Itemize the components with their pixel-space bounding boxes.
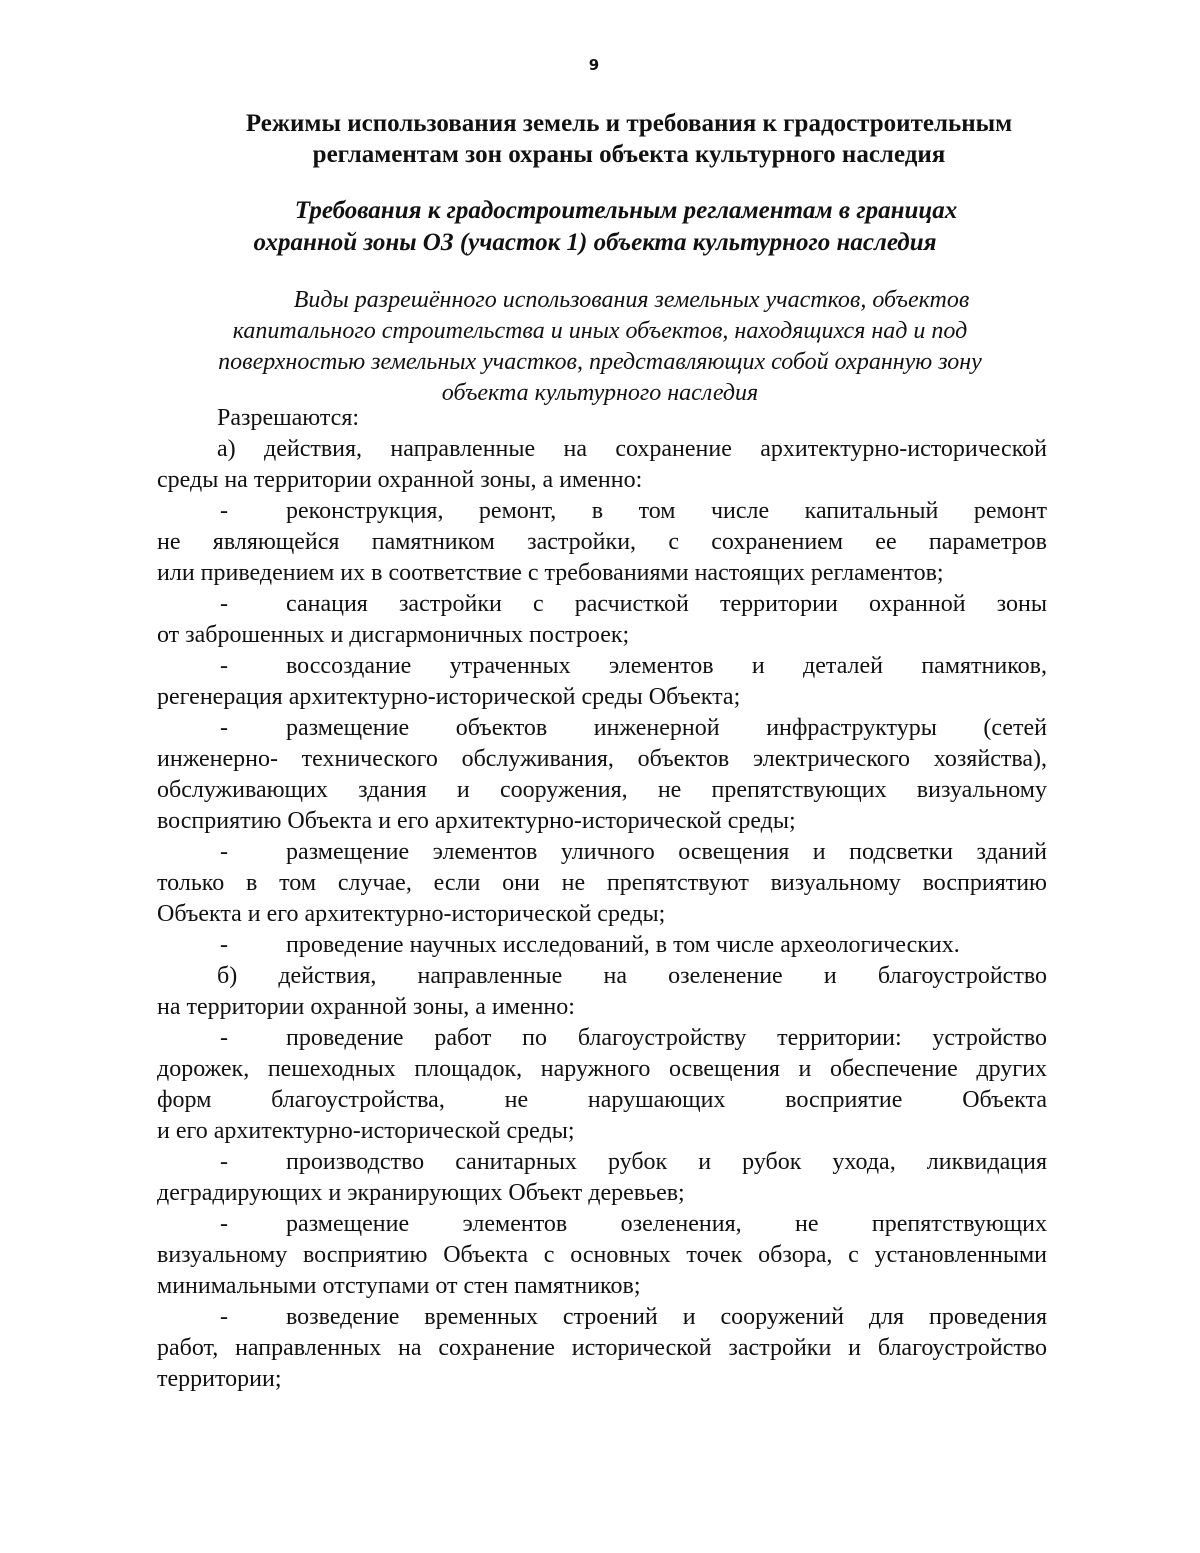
usage-types-heading-line-2: капитального строительства и иных объектов, находящихся над и под (232, 318, 968, 344)
usage-types-heading-line-1: Виды разрешённого использования земельных участков, объектов (293, 287, 970, 313)
document-body (157, 403, 1047, 1395)
list-item-first-line (157, 589, 1047, 620)
subsection-title-line-2: охранной зоны ОЗ (участок 1) объекта культурного наследия (253, 229, 937, 256)
list-item-text: размещение элементов уличного освещения и подсветки зданий (286, 839, 1047, 865)
list-dash-marker: - (220, 653, 228, 679)
list-item-continuation: минимальными отступами от стен памятников; (157, 1273, 641, 1299)
allowed-label: Разрешаются: (217, 405, 360, 431)
list-item (157, 1147, 1047, 1209)
section-title-line-2: регламентам зон охраны объекта культурного наследия (312, 141, 946, 168)
list-dash-marker: - (220, 1304, 228, 1330)
list-item (157, 930, 1047, 961)
list-item (157, 713, 1047, 837)
list-dash-marker: - (220, 1025, 228, 1051)
list-dash-marker: - (220, 715, 228, 741)
list-item-text: размещение элементов озеленения, не препятствующих (286, 1211, 1047, 1237)
list-item-continuation: обслуживающих здания и сооружения, не препятствующих визуальному (157, 777, 1047, 803)
list-item-continuation: форм благоустройства, не нарушающих восприятие Объекта (157, 1087, 1047, 1113)
usage-types-heading (0, 285, 1200, 409)
list-item-first-line (157, 496, 1047, 527)
list-dash-marker: - (220, 839, 228, 865)
section-a-line-2: среды на территории охранной зоны, а именно: (157, 467, 643, 493)
list-item-text: воссоздание утраченных элементов и деталей памятников, (286, 653, 1047, 679)
list-item-continuation: не являющейся памятником застройки, с сохранением ее параметров (157, 529, 1047, 555)
usage-types-heading-line-3: поверхностью земельных участков, представляющих собой охранную зону (218, 349, 982, 375)
list-item-continuation: или приведением их в соответствие с требованиями настоящих регламентов; (157, 560, 944, 586)
section-b (157, 961, 1047, 1395)
list-item-text: размещение объектов инженерной инфраструктуры (сетей (286, 715, 1047, 741)
list-item-continuation: инженерно- технического обслуживания, объектов электрического хозяйства), (157, 746, 1047, 772)
list-item-text: санация застройки с расчисткой территории охранной зоны (286, 591, 1047, 617)
list-item-first-line (157, 1147, 1047, 1178)
section-b-items (157, 1023, 1047, 1395)
list-item-continuation: дорожек, пешеходных площадок, наружного освещения и обеспечение других (157, 1056, 1047, 1082)
list-item-first-line (157, 1023, 1047, 1054)
list-item (157, 589, 1047, 651)
list-item-text: проведение работ по благоустройству территории: устройство (286, 1025, 1047, 1051)
list-dash-marker: - (220, 591, 228, 617)
section-b-line-1: б) действия, направленные на озеленение и благоустройство (217, 963, 1047, 989)
section-a (157, 434, 1047, 961)
list-item-continuation: только в том случае, если они не препятствуют визуальному восприятию (157, 870, 1047, 896)
section-title (0, 108, 1200, 170)
list-dash-marker: - (220, 498, 228, 524)
list-dash-marker: - (220, 1211, 228, 1237)
list-item-continuation: восприятию Объекта и его архитектурно-исторической среды; (157, 808, 796, 834)
list-item-continuation: и его архитектурно-исторической среды; (157, 1118, 575, 1144)
list-item-first-line (157, 1302, 1047, 1333)
section-a-line-1: а) действия, направленные на сохранение архитектурно-исторической (217, 436, 1047, 462)
list-item (157, 1023, 1047, 1147)
usage-types-heading-line-4: объекта культурного наследия (441, 380, 759, 406)
section-a-items (157, 496, 1047, 961)
list-item-first-line (157, 713, 1047, 744)
list-item-text: реконструкция, ремонт, в том числе капитальный ремонт (286, 498, 1047, 524)
list-item (157, 1302, 1047, 1395)
list-item-continuation: визуальному восприятию Объекта с основных точек обзора, с установленными (157, 1242, 1047, 1268)
list-item (157, 651, 1047, 713)
list-item-text: проведение научных исследований, в том числе археологических. (286, 932, 960, 958)
list-item-continuation: работ, направленных на сохранение исторической застройки и благоустройство (157, 1335, 1047, 1361)
list-item-text: производство санитарных рубок и рубок ухода, ликвидация (286, 1149, 1047, 1175)
subsection-title (0, 195, 1190, 259)
list-item-continuation: Объекта и его архитектурно-исторической среды; (157, 901, 666, 927)
list-item-continuation: деградирующих и экранирующих Объект деревьев; (157, 1180, 685, 1206)
page-number: 9 (588, 56, 600, 74)
list-item-continuation: регенерация архитектурно-исторической среды Объекта; (157, 684, 741, 710)
list-item-continuation: от заброшенных и дисгармоничных построек; (157, 622, 630, 648)
list-item (157, 1209, 1047, 1302)
list-item-first-line (157, 930, 1047, 961)
list-item-first-line (157, 1209, 1047, 1240)
list-item (157, 837, 1047, 930)
list-item (157, 496, 1047, 589)
list-dash-marker: - (220, 932, 228, 958)
subsection-title-line-1: Требования к градостроительным регламентам в границах (294, 197, 958, 224)
list-item-text: возведение временных строений и сооружений для проведения (286, 1304, 1047, 1330)
list-item-first-line (157, 837, 1047, 868)
section-title-line-1: Режимы использования земель и требования к градостроительным (245, 110, 1013, 137)
list-dash-marker: - (220, 1149, 228, 1175)
list-item-continuation: территории; (157, 1366, 282, 1392)
section-b-line-2: на территории охранной зоны, а именно: (157, 994, 575, 1020)
list-item-first-line (157, 651, 1047, 682)
